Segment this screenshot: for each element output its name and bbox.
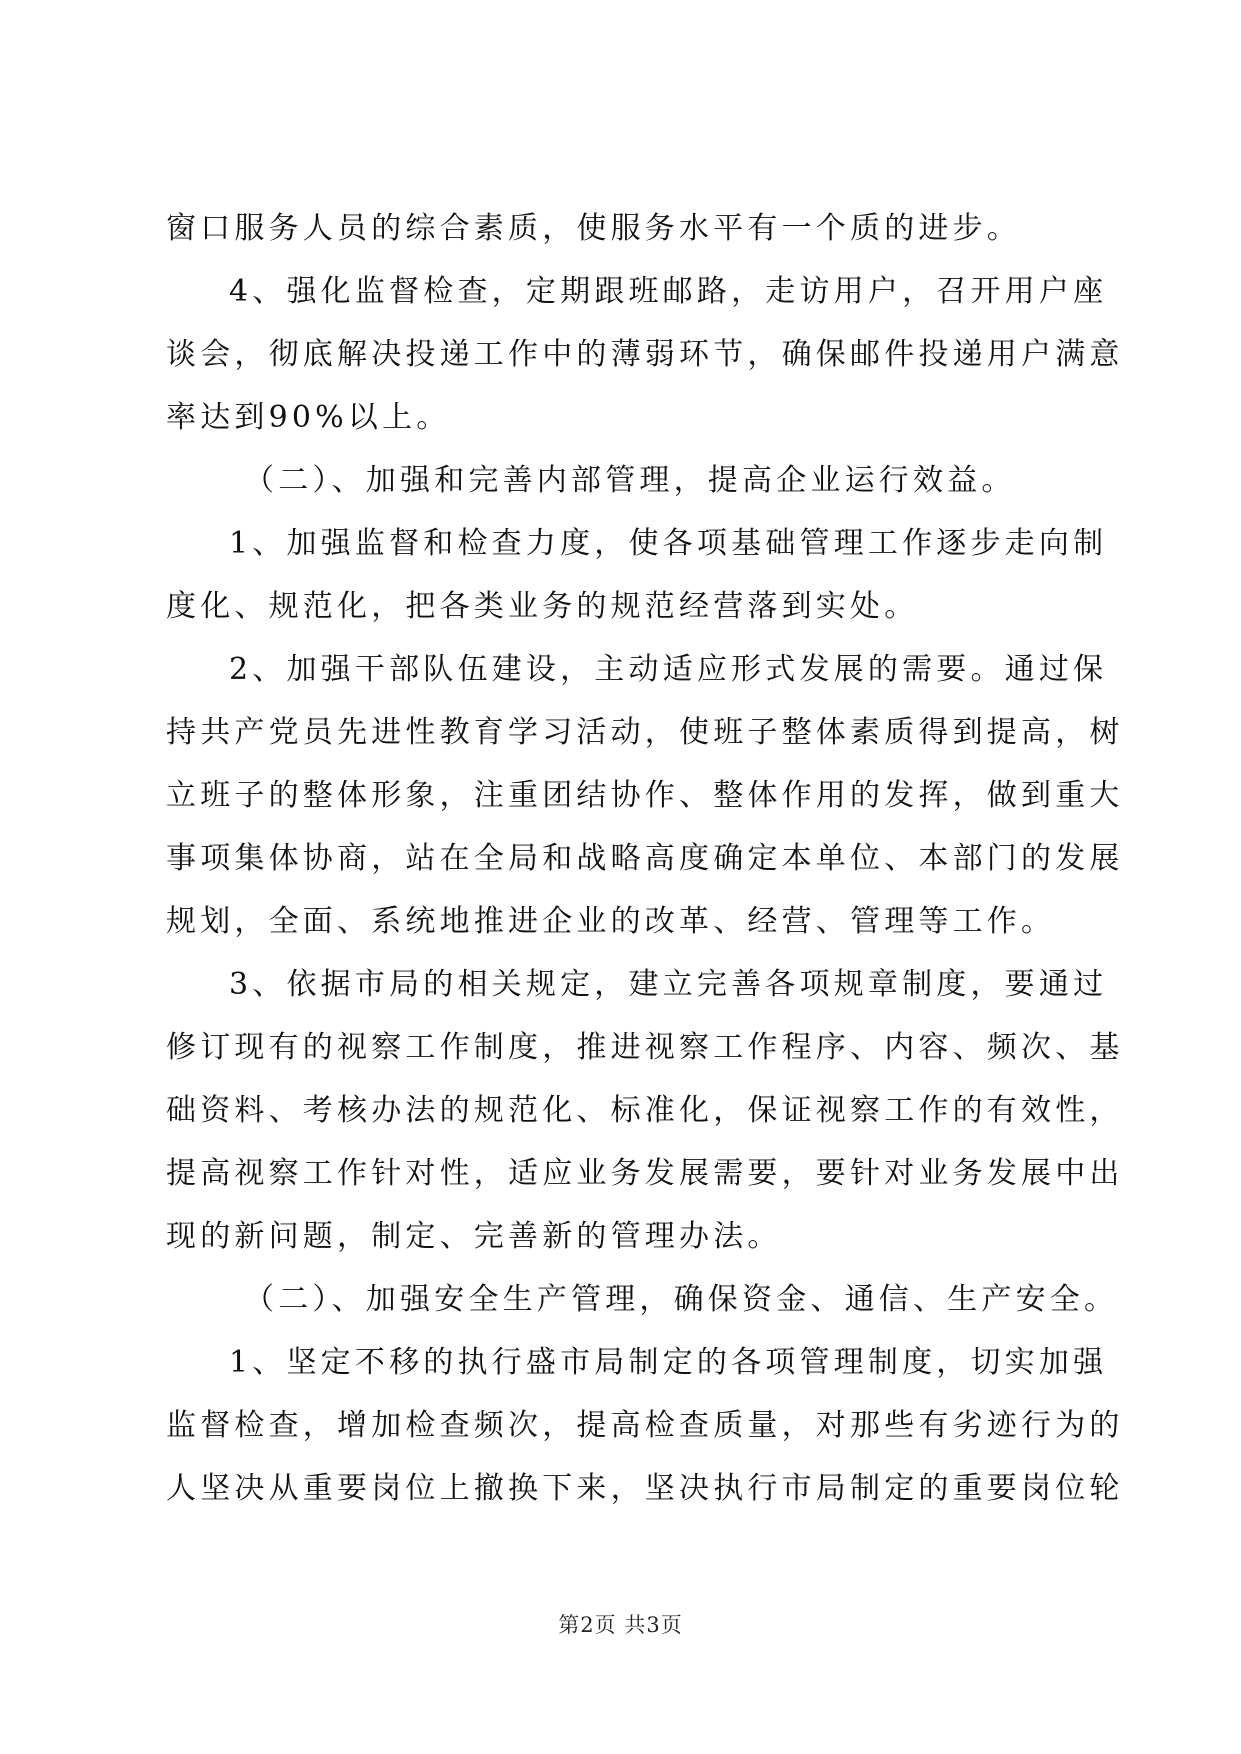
text-line: 1、坚定不移的执行盛市局制定的各项管理制度，切实加强	[229, 1345, 1108, 1380]
text-line: 人坚决从重要岗位上撤换下来，坚决执行市局制定的重要岗位轮	[166, 1471, 1124, 1506]
text-line: 率达到90%以上。	[166, 400, 451, 435]
text-line: 事项集体协商，站在全局和战略高度确定本单位、本部门的发展	[166, 841, 1124, 876]
text-line: 立班子的整体形象，注重团结协作、整体作用的发挥，做到重大	[166, 778, 1124, 813]
text-line: 1、加强监督和检查力度，使各项基础管理工作逐步走向制	[229, 526, 1108, 561]
section-heading: （二）、加强和完善内部管理，提高企业运行效益。	[244, 463, 1016, 498]
text-line: 持共产党员先进性教育学习活动，使班子整体素质得到提高，树	[166, 715, 1124, 750]
section-heading: （二）、加强安全生产管理，确保资金、通信、生产安全。	[244, 1282, 1119, 1317]
document-body	[166, 197, 1124, 1520]
text-line: 窗口服务人员的综合素质，使服务水平有一个质的进步。	[166, 211, 1021, 246]
text-line: 谈会，彻底解决投递工作中的薄弱环节，确保邮件投递用户满意	[166, 337, 1124, 372]
page-footer: 第2页 共3页	[558, 1613, 683, 1637]
text-line: 提高视察工作针对性，适应业务发展需要，要针对业务发展中出	[166, 1156, 1124, 1191]
text-line: 4、强化监督检查，定期跟班邮路，走访用户，召开用户座	[229, 274, 1108, 309]
text-line: 3、依据市局的相关规定，建立完善各项规章制度，要通过	[229, 967, 1108, 1002]
text-line: 监督检查，增加检查频次，提高检查质量，对那些有劣迹行为的	[166, 1408, 1124, 1443]
text-line: 度化、规范化，把各类业务的规范经营落到实处。	[166, 589, 919, 624]
text-line: 规划，全面、系统地推进企业的改革、经营、管理等工作。	[166, 904, 1056, 939]
text-line: 现的新问题，制定、完善新的管理办法。	[166, 1219, 782, 1254]
text-line: 础资料、考核办法的规范化、标准化，保证视察工作的有效性，	[166, 1093, 1124, 1128]
text-line: 修订现有的视察工作制度，推进视察工作程序、内容、频次、基	[166, 1030, 1124, 1065]
text-line: 2、加强干部队伍建设，主动适应形式发展的需要。通过保	[229, 652, 1108, 687]
